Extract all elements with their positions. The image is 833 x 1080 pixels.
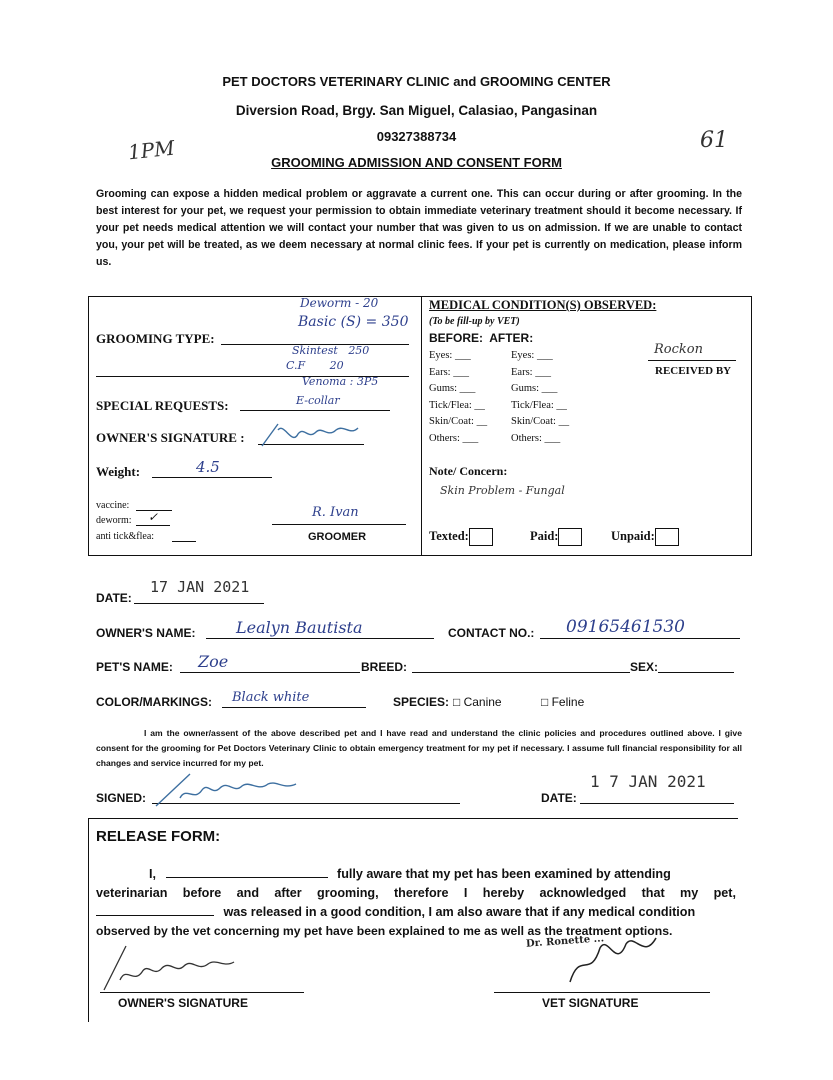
box-divider — [421, 296, 422, 556]
contact-label: CONTACT NO.: — [448, 626, 535, 640]
special-requests-label: SPECIAL REQUESTS: — [96, 398, 229, 413]
before-after-label: BEFORE: AFTER: — [429, 331, 534, 345]
antitick-line — [172, 541, 196, 542]
vet-sig-line — [494, 992, 710, 993]
release-pet-blank — [96, 903, 214, 916]
date-value: 17 JAN 2021 — [150, 578, 250, 596]
before-list — [429, 348, 487, 447]
color-value: Black white — [232, 690, 310, 705]
note-label: Note/ Concern: — [429, 464, 508, 478]
weight-value: 4.5 — [196, 458, 220, 476]
pet-name-value: Zoe — [198, 652, 229, 671]
unpaid-checkbox[interactable] — [655, 528, 679, 546]
note-value: Skin Problem - Fungal — [440, 484, 565, 497]
species-canine-option[interactable]: □ Canine — [453, 695, 502, 709]
consent-paragraph: I am the owner/assent of the above described pet and I have read and understand the clinic policies and procedures outlined above. I give consent for the grooming for Pet Doctors Veterinary Clinic to obtain emergency treatment for my pet if necessary. I assume full financial responsibility for all changes and service incurred for my pet. — [96, 728, 742, 768]
before-skincoat: Skin/Coat: __ — [429, 416, 488, 427]
before-gums: Gums: ___ — [429, 383, 476, 394]
owner-signature-signed — [150, 770, 310, 810]
release-line-2: veterinarian before and after grooming, therefore I hereby acknowledged that my pet, — [96, 886, 736, 900]
groomer-name: R. Ivan — [312, 505, 359, 520]
release-left-border — [88, 818, 89, 1022]
clinic-address: Diversion Road, Brgy. San Miguel, Calasiao, Pangasinan — [235, 103, 598, 118]
color-line — [222, 707, 366, 708]
deworm-line — [136, 525, 170, 526]
breed-line — [412, 672, 630, 673]
before-tickflea: Tick/Flea: __ — [429, 399, 485, 411]
intro-paragraph: Grooming can expose a hidden medical problem or aggravate a current one. This can occur during or after grooming. In the best interest for your pet, we request your permission to obtain immediate veterinary treatment should it become necessary. If your pet needs medical attention we will contact your number that was given to us on admission. If we are unable to contact you, your pet will be treated, as we deem necessary at normal clinic fees. If your pet is currently on medication, please inform us. — [96, 188, 742, 268]
species-feline-option[interactable]: □ Feline — [541, 695, 585, 709]
owner-signature-label: OWNER'S SIGNATURE : — [96, 430, 245, 445]
release-title: RELEASE FORM: — [96, 828, 221, 845]
release-owner-blank — [166, 865, 328, 878]
special-requests-line — [240, 410, 390, 411]
color-label: COLOR/MARKINGS: — [96, 695, 212, 709]
weight-label: Weight: — [96, 464, 141, 479]
vet-stamp: Dr. Ronette ... — [525, 933, 605, 950]
antitick-label: anti tick&flea: — [96, 531, 155, 542]
before-ears: Ears: ___ — [429, 366, 469, 378]
release-owner-signature — [100, 940, 240, 996]
signed-date-label: DATE: — [541, 791, 577, 805]
sex-line — [658, 672, 734, 673]
groomer-label: GROOMER — [308, 531, 367, 543]
grooming-item-1: Deworm ‑ 20 — [300, 296, 379, 310]
after-list — [511, 348, 569, 447]
clinic-name: PET DOCTORS VETERINARY CLINIC and GROOMING CENTER — [222, 74, 611, 89]
pet-name-line — [180, 672, 360, 673]
before-eyes: Eyes: ___ — [429, 350, 471, 361]
after-gums: Gums: ___ — [511, 383, 558, 394]
owner-name-label: OWNER'S NAME: — [96, 626, 196, 640]
received-by-name: Rockon — [654, 342, 703, 357]
species-label: SPECIES: — [393, 695, 450, 709]
signed-date-line — [580, 803, 734, 804]
signed-label: SIGNED: — [96, 791, 147, 805]
groomer-line — [272, 524, 406, 525]
received-by-label: RECEIVED BY — [655, 365, 732, 377]
date-label: DATE: — [96, 591, 132, 605]
handwritten-number: 61 — [700, 128, 728, 153]
before-others: Others: ___ — [429, 432, 479, 444]
grooming-item-5: Venoma : 3P5 — [302, 375, 379, 388]
paid-field: Paid: — [530, 528, 582, 546]
breed-label: BREED: — [361, 660, 408, 674]
release-line-3: was released in a good condition, I am also aware that if any medical condition — [96, 903, 736, 922]
grooming-type-label: GROOMING TYPE: — [96, 331, 215, 346]
medical-title: MEDICAL CONDITION(S) OBSERVED: — [429, 298, 657, 312]
handwritten-time: 1PM — [126, 135, 176, 165]
sex-label: SEX: — [630, 660, 659, 674]
grooming-item-3: Skintest 250 — [292, 344, 370, 357]
medical-subtitle: (To be fill-up by VET) — [429, 316, 520, 327]
special-requests-value: E-collar — [296, 394, 340, 407]
received-by-line — [648, 360, 736, 361]
after-others: Others: ___ — [511, 432, 561, 444]
paid-checkbox[interactable] — [558, 528, 582, 546]
grooming-item-2: Basic (S) = 350 — [298, 314, 409, 330]
after-eyes: Eyes: ___ — [511, 350, 553, 361]
owner-signature-scribble — [258, 418, 378, 450]
release-line-4: observed by the vet concerning my pet have been explained to me as well as the treatment options. — [96, 924, 673, 938]
after-tickflea: Tick/Flea: __ — [511, 399, 567, 411]
texted-field: Texted: — [429, 528, 493, 546]
signed-date-value: 1 7 JAN 2021 — [590, 772, 706, 791]
after-ears: Ears: ___ — [511, 366, 551, 378]
date-line — [134, 603, 264, 604]
contact-line — [540, 638, 740, 639]
weight-line — [152, 477, 272, 478]
release-top-border — [88, 818, 738, 819]
form-title: GROOMING ADMISSION AND CONSENT FORM — [271, 155, 562, 170]
vet-signature-scribble — [560, 930, 670, 990]
contact-value: 09165461530 — [566, 617, 685, 637]
owner-sig-line — [100, 992, 304, 993]
owner-name-value: Lealyn Bautista — [236, 618, 363, 637]
grooming-item-4: C.F 20 — [286, 359, 344, 372]
vet-sig-label: VET SIGNATURE — [542, 996, 639, 1010]
owner-name-line — [206, 638, 434, 639]
pet-name-label: PET'S NAME: — [96, 660, 173, 674]
deworm-label: deworm: — [96, 515, 132, 526]
vaccine-label: vaccine: — [96, 500, 130, 511]
clinic-phone: 09327388734 — [376, 129, 457, 144]
texted-checkbox[interactable] — [469, 528, 493, 546]
release-line-1: I, fully aware that my pet has been examined by attending — [149, 867, 671, 881]
owner-sig-label: OWNER'S SIGNATURE — [118, 996, 248, 1010]
unpaid-field: Unpaid: — [611, 528, 679, 546]
after-skincoat: Skin/Coat: __ — [511, 416, 570, 427]
deworm-check: ✓ — [148, 510, 159, 524]
